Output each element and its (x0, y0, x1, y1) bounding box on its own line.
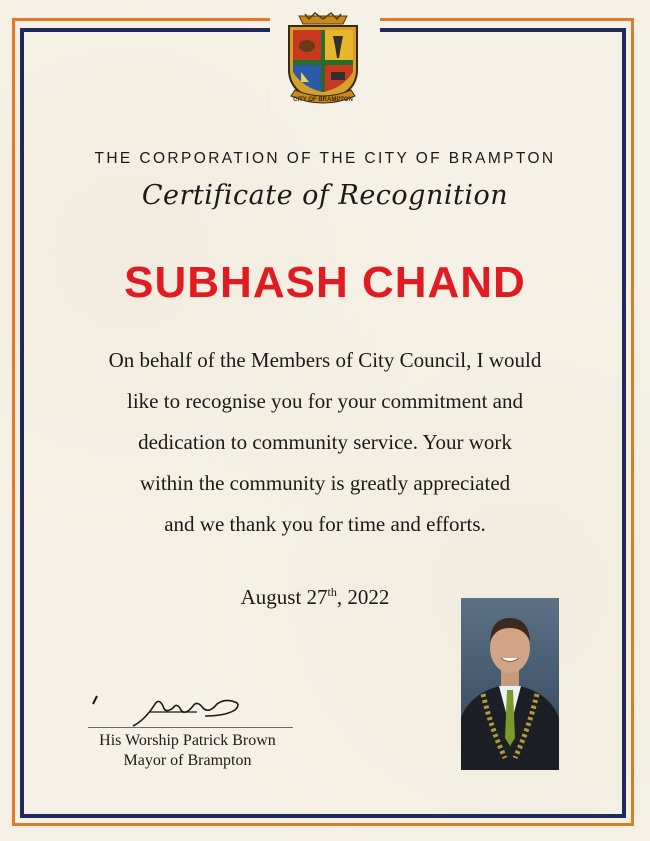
mayor-signature (85, 690, 295, 730)
recipient-name: SUBHASH CHAND (124, 258, 526, 307)
body-line: On behalf of the Members of City Council, I would (108, 348, 542, 372)
organization-name: THE CORPORATION OF THE CITY OF BRAMPTON (94, 150, 556, 167)
body-line: dedication to community service. Your work (138, 430, 512, 454)
body-line: within the community is greatly appreciated (139, 471, 511, 495)
body-line: like to recognise you for your commitment and (127, 389, 523, 413)
date-ordinal-suffix: th (327, 585, 337, 599)
signatory-title: Mayor of Brampton (123, 752, 252, 769)
signature-line (88, 727, 293, 728)
mayor-portrait (461, 598, 559, 770)
date-year: , 2022 (336, 585, 390, 609)
mayor-photo (461, 598, 559, 770)
certificate-body (50, 340, 600, 545)
certificate-title: Certificate of Recognition (141, 180, 509, 211)
svg-text:CITY OF BRAMPTON: CITY OF BRAMPTON (293, 97, 353, 103)
signatory-name: His Worship Patrick Brown (99, 732, 276, 749)
certificate-date (200, 585, 430, 610)
body-line: and we thank you for time and efforts. (164, 512, 486, 536)
city-crest-logo (279, 12, 367, 108)
date-month-day: August 27 (240, 585, 328, 609)
